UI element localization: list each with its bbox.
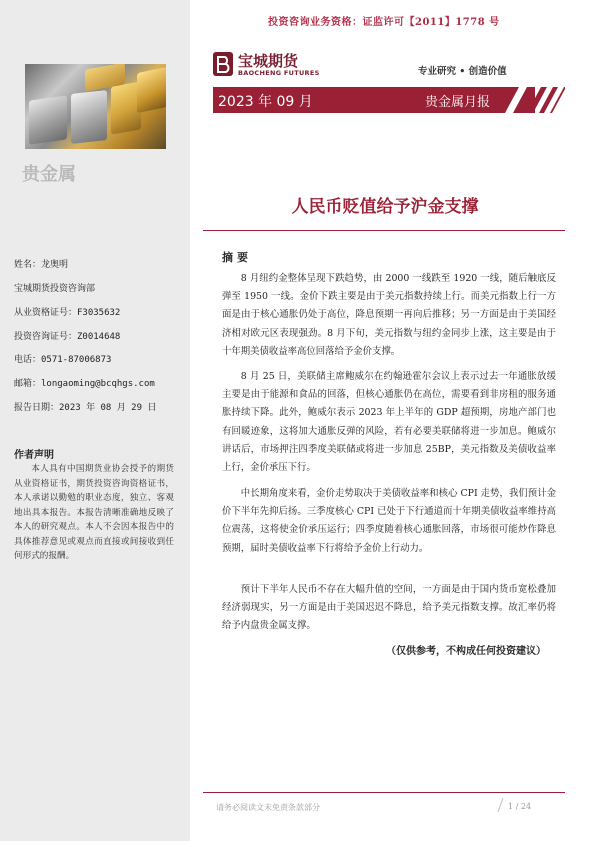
abstract-heading: 摘要: [222, 251, 252, 264]
department: 宝城期货投资咨询部: [14, 284, 96, 294]
abstract-paragraph: 8 月 25 日，美联储主席鲍威尔在约翰逊霍尔会议上表示过去一年通胀放缓主要是由于能源和食品的回落，但核心通胀仍在高位，需要看到非房租的服务通胀持续下降。此外，鲍威尔表示 2023 年上半年的 GDP 超预期，房地产部门也有回暖迹象，这将加大通胀反弹的风险，若有必要美联储将进一步加息。鲍威尔讲话后，市场押注四季度美联储或将进一步加息 25BP，美元指数及美债收益率上行，金价承压下行。: [222, 371, 556, 474]
abstract-paragraph: 中长期角度来看，金价走势取决于美债收益率和核心 CPI 走势，我们预计金价下半年先抑后扬。三季度核心 CPI 已处于下行通道而十年期美债收益率维持高位震荡，这将使金价承压运行；四季度随着核心通胀回落，市场很可能炒作降息预期，届时美债收益率下行将给予金价上行动力。: [222, 488, 556, 554]
phone: 电话：0571-87006873: [14, 355, 112, 365]
report-date: 报告日期：2023 年 08 月 29 日: [14, 403, 157, 413]
abstract-paragraph: 预计下半年人民币不存在大幅升值的空间，一方面是由于国内货币宽松叠加经济弱现实，另一方面是由于美国迟迟不降息，给予美元指数支撑。故汇率仍将给予内盘贵金属支撑。: [222, 584, 556, 632]
banner-stripes-decoration: [505, 87, 565, 113]
report-title: 人民币贬值给予沪金支撑: [291, 197, 479, 217]
email: 邮箱：longaoming@bcqhgs.com: [14, 379, 155, 389]
qualification-number: 从业资格证号：F3035632: [14, 308, 121, 318]
company-name: 宝城期货: [238, 52, 299, 70]
sector-label: 贵金属: [22, 164, 76, 185]
footer-notice: 请务必阅读文末免责条款部分: [216, 803, 320, 812]
author-statement-title: 作者声明: [14, 450, 54, 461]
title-divider: [203, 230, 565, 231]
abstract-paragraph: 8 月纽约金整体呈现下跌趋势，由 2000 一线跌至 1920 一线，随后触底反弹至 1950 一线。金价下跌主要是由于美元指数持续上行。而美元指数上行一方面是由于核心通胀仍处于高位，降息预期一再向后推移；另一方面是由于美国经济相对欧元区表现强劲。8 月下旬，美元指数与纽约金同步上涨，这主要是由于十年期美债收益率高位回落给予金价支撑。: [222, 273, 556, 357]
footer-separator: [497, 798, 503, 812]
analyst-name: 姓名：龙奥明: [14, 260, 69, 270]
report-date-banner: 2023 年 09 月: [218, 94, 313, 110]
gold-bars-photo: [25, 64, 166, 149]
page-number: 1 / 24: [508, 802, 532, 811]
slogan: 专业研究 • 创造价值: [418, 66, 507, 77]
company-logo-icon: [213, 52, 233, 76]
license-line: 投资咨询业务资格：证监许可【2011】1778 号: [268, 17, 500, 28]
consulting-number: 投资咨询证号：Z0014648: [14, 332, 121, 342]
footer-divider: [203, 792, 565, 793]
company-name-en: BAOCHENG FUTURES: [238, 69, 320, 77]
author-statement-text: 本人具有中国期货业协会授予的期货从业资格证书，期货投资咨询资格证书，本人承诺以勤勉的职业态度，独立、客观地出具本报告。本报告清晰准确地反映了本人的研究观点。本人不会因本报告中的具体推荐意见或观点而直接或间接收到任何形式的报酬。: [14, 464, 174, 561]
investment-note: （仅供参考，不构成任何投资建议）: [386, 646, 546, 657]
report-type: 贵金属月报: [425, 95, 491, 110]
